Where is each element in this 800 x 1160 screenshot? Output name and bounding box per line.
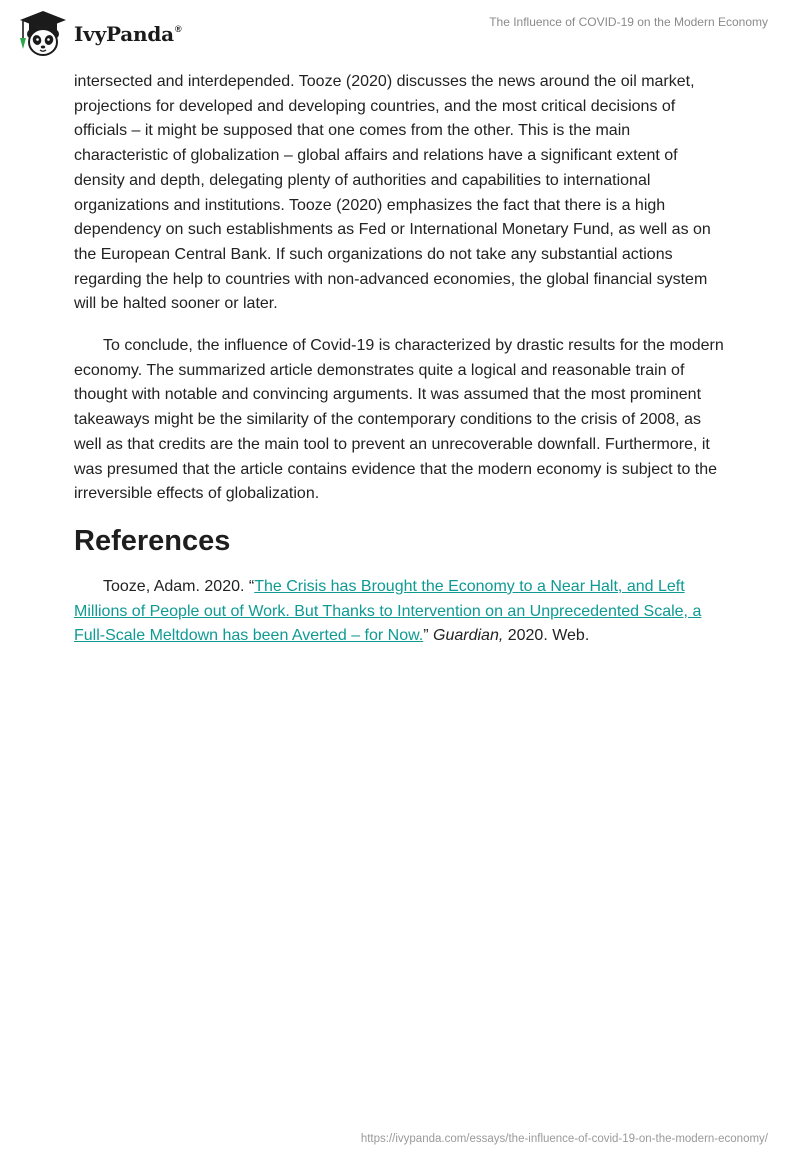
body-paragraph-1: intersected and interdepended. Tooze (2020) discusses the news around the oil market, projections for developed and developing countries, and the most critical decisions of officials – it might be supposed that one comes from the other. This is the main characteristic of globalization – global affairs and relations have a significant extent of density and depth, delegating plenty of authorities and capabilities to international organizations and institutions. Tooze (2020) emphasizes the fact that there is a high dependency on such establishments as Fed or International Monetary Fund, as well as on the European Central Bank. If such organizations do not take any substantial actions regarding the help to countries with non-advanced economies, the global financial system will be halted sooner or later.: [74, 73, 711, 313]
reference-entry: [74, 575, 728, 649]
footer-source-url[interactable]: https://ivypanda.com/essays/the-influence-of-covid-19-on-the-modern-economy/: [360, 1133, 768, 1145]
logo-wordmark: IvyPanda®: [74, 22, 182, 46]
body-paragraph-2: To conclude, the influence of Covid-19 is characterized by drastic results for the modern economy. The summarized article demonstrates quite a logical and reasonable train of thought with notable and convincing arguments. It was assumed that the most prominent takeaways might be the similarity of the contemporary conditions to the crisis of 2008, as well as that credits are the main tool to prevent an unrecoverable downfall. Furthermore, it was presumed that the article contains evidence that the modern economy is subject to the irreversible effects of globalization.: [74, 337, 724, 503]
page-header: [0, 0, 800, 64]
document-title: The Influence of COVID-19 on the Modern Economy: [489, 15, 768, 29]
reference-publication: Guardian,: [433, 627, 504, 645]
registered-mark: ®: [174, 24, 182, 34]
panda-graduate-icon: [14, 8, 72, 58]
references-heading: References: [74, 524, 231, 557]
ivypanda-logo[interactable]: [14, 8, 181, 58]
reference-author: Tooze, Adam. 2020. “: [103, 577, 255, 595]
reference-suffix: 2020. Web.: [503, 627, 590, 645]
reference-title-link[interactable]: The Crisis has Brought the Economy to a Near Halt, and Left Millions of People out of Work. But Thanks to Intervention on an Unprecedented Scale, a Full-Scale Meltdown has been Averted – for Now.: [74, 577, 702, 645]
reference-quote-close: ”: [423, 627, 434, 645]
essay-content: [74, 70, 728, 649]
